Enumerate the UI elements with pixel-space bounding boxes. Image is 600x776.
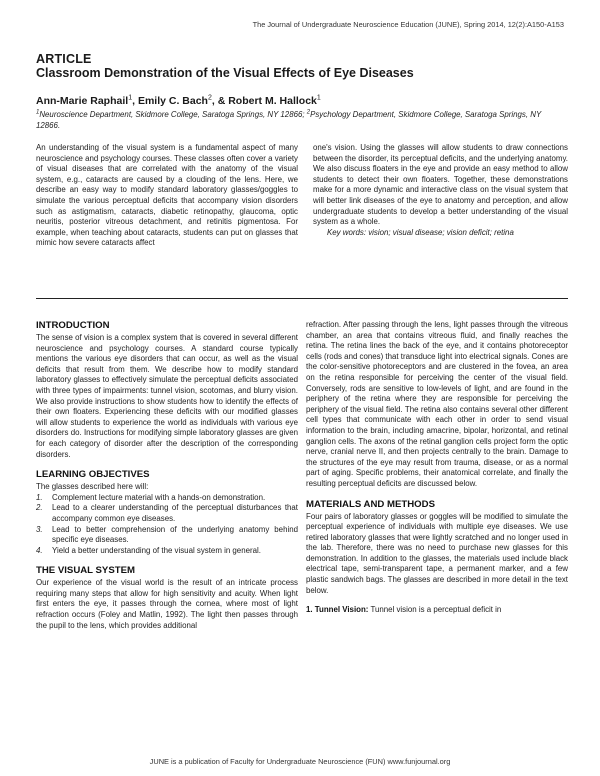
section-divider <box>36 298 568 299</box>
affiliation-text: Neuroscience Department, Skidmore College, Saratoga Springs, NY 12866; <box>39 110 307 119</box>
body-column-left <box>36 320 298 631</box>
affiliation-text: Psychology Department, Skidmore College, Saratoga Springs, NY 12866. <box>36 110 542 130</box>
list-item-text: Yield a better understanding of the visual system in general. <box>52 545 261 555</box>
list-item <box>36 503 298 524</box>
list-number: 3. <box>36 524 43 534</box>
tunnel-vision-paragraph <box>306 605 568 616</box>
article-type-label: ARTICLE <box>36 52 92 66</box>
author-name: Ann-Marie Raphail <box>36 95 129 107</box>
author-affiliation-mark: 1 <box>128 94 133 102</box>
tunnel-vision-label: 1. Tunnel Vision: <box>306 605 369 615</box>
list-item-text: Lead to a clearer understanding of the perceptual disturbances that accompany common eye diseases. <box>52 503 298 523</box>
section-heading-learning-objectives: LEARNING OBJECTIVES <box>36 469 150 481</box>
abstract-text: one's vision. Using the glasses will allow students to draw connections between the disorder, its perceptual deficits, and the underlying anatomy. We also discuss floaters in the eye and provide an easy method to allow students to detect their own floaters. Together, these demonstrations make for a more dynamic and interactive class on the visual system that will better link diseases of the eye to anatomy and perception, and allow undergraduate students to develop a better understanding of the visual system as a whole. <box>313 143 568 227</box>
introduction-text: The sense of vision is a complex system that is covered in several different neuroscience and psychology courses. A standard course typically mentions the various eye disorders that can occur, as well as the visual deficits that result from them. We describe how to modify standard laboratory glasses to effectively simulate the perceptual deficits associated with three types of impairments: tunnel vision, scotomas, and blurry vision. We also provide instructions to show students how to identify the effects of their own floaters. Experiencing these deficits with our modified glasses will allow students to experience the world as individuals with various eye disorders do. Instructions for modifying simple laboratory glasses are given for each category of disorder after the description of the corresponding disorders. <box>36 333 298 459</box>
affiliation-mark: 2 <box>306 109 311 116</box>
list-number: 1. <box>36 492 43 502</box>
objectives-intro: The glasses described here will: <box>36 482 149 492</box>
keywords: Key words: vision; visual disease; vision deficit; retina <box>327 227 514 237</box>
author-name: Robert M. Hallock <box>228 95 317 107</box>
page-footer: JUNE is a publication of Faculty for Undergraduate Neuroscience (FUN) www.funjournal.org <box>149 757 451 766</box>
article-title: Classroom Demonstration of the Visual Effects of Eye Diseases <box>36 66 414 80</box>
list-item <box>36 493 298 504</box>
list-item-text: Complement lecture material with a hands-on demonstration. <box>52 492 266 502</box>
tunnel-vision-text: Tunnel vision is a perceptual deficit in <box>368 605 502 615</box>
author-separator: , <box>132 95 138 107</box>
body-column-right <box>306 320 568 616</box>
affiliation-mark: 1 <box>36 109 40 116</box>
methods-text: Four pairs of laboratory glasses or goggles will be modified to simulate the perceptual experience of individuals with multiple eye diseases. We use retired laboratory glasses that were lightly scratched and no longer used in the lab. Therefore, there was no need to purchase new glasses for this demonstration. In addition to the glasses, the materials used include black electrical tape, semi-transparent tape, a permanent marker, and a few plastic sandwich bags. The glasses are described in more detail in the text below. <box>306 511 568 595</box>
author-list <box>36 95 566 108</box>
abstract-column-right <box>313 143 568 238</box>
visual-system-text-continued: refraction. After passing through the lens, light passes through the vitreous chamber, an area that contains vitreous fluid, and finally reaches the retina. The retina lines the back of the eye, and it contains photoreceptor cells (rods and cones) that transduce light into electrical signals. Cones are the color-sensitive photoreceptors and are clustered in the fovea, an area on the retina responsible for perceiving the center of the visual field. Conversely, rods are sensitive to low-levels of light, and are found in the periphery of the retina where they are responsible for perceiving the periphery of the visual field. The retina also contains several other different cell types that communicate with each other in order to send visual information to the brain, including amacrine, bipolar, horizontal, and retinal ganglion cells. The axons of the retinal ganglion cells project form the optic nerve, cranial nerve II, and then projects centrally to the brain. Damage to the structures of the eye may result from trauma, disease, or as a normal part of aging. Specific problems, their anatomical correlate, and finally the resulting perceptual deficits are discussed below. <box>306 320 568 488</box>
author-separator: , & <box>211 95 229 107</box>
abstract-column-left <box>36 143 298 249</box>
journal-citation: The Journal of Undergraduate Neuroscience Education (JUNE), Spring 2014, 12(2):A150-A153 <box>252 20 564 29</box>
list-item <box>36 525 298 546</box>
author-name: Emily C. Bach <box>137 95 208 107</box>
section-heading-introduction: INTRODUCTION <box>36 320 110 331</box>
author-affiliation-mark: 2 <box>207 94 212 102</box>
author-affiliation-mark: 1 <box>316 94 321 102</box>
section-heading-materials-methods: MATERIALS AND METHODS <box>306 498 435 510</box>
list-number: 4. <box>36 545 43 555</box>
affiliations <box>36 110 566 131</box>
section-heading-visual-system: THE VISUAL SYSTEM <box>36 565 135 577</box>
list-item-text: Lead to better comprehension of the underlying anatomy behind specific eye diseases. <box>52 524 298 545</box>
abstract-text: An understanding of the visual system is a fundamental aspect of many neuroscience and psychology courses. These classes often cover a variety of visual diseases that are correlated with the anatomy of the visual system, e.g., cataracts are caused by a clouding of the lens. Here, we describe an easy way to modify standard laboratory glasses/goggles to simulate the various perceptual deficits that accompany vision disorders such as astigmatism, cataracts, diabetic retinopathy, glaucoma, optic neuritis, posterior vitreous detachment, and retinitis pigmentosa. For example, when teaching about cataracts, students can put on glasses that mimic how severe cataracts affect <box>36 143 298 248</box>
objectives-list <box>36 493 298 557</box>
visual-system-text: Our experience of the visual world is the result of an intricate process requiring many steps that allow for high sensitivity and acuity. When light first enters the eye, it passes through the cornea, where most of light refraction occurs (Foley and Matlin, 1992). The light then passes through the pupil to the lens, which provides additional <box>36 578 298 630</box>
list-number: 2. <box>36 503 43 513</box>
list-item <box>36 546 298 557</box>
